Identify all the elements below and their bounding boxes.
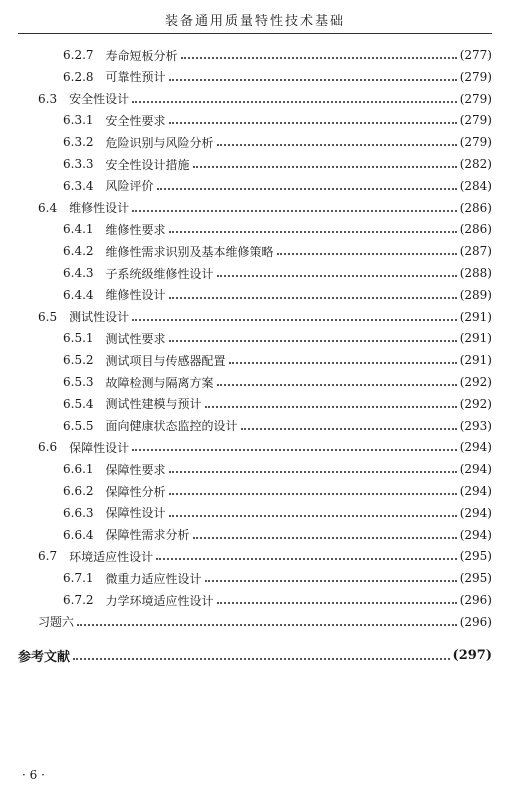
dot-leader <box>205 580 457 582</box>
toc-entry-number: 6.2.8 <box>63 69 94 84</box>
dot-leader <box>217 384 457 386</box>
toc-entry-title: 保障性分析 <box>105 484 166 499</box>
toc-entry-number: 6.3.1 <box>63 113 94 128</box>
toc-entry-number: 6.4.3 <box>63 266 94 280</box>
toc-entry-page: (277) <box>459 48 492 62</box>
toc-entry <box>0 524 510 546</box>
toc-entry-page: (286) <box>459 222 492 237</box>
toc-entry <box>0 589 510 611</box>
toc-entry <box>0 131 510 153</box>
toc-entry <box>0 109 510 131</box>
dot-leader <box>169 340 457 342</box>
toc-entry-title: 安全性要求 <box>105 113 166 128</box>
toc-entry <box>0 393 510 415</box>
toc-entry-title: 安全性设计措施 <box>105 157 190 172</box>
toc-entry <box>0 545 510 567</box>
dot-leader <box>157 188 457 190</box>
dot-leader <box>217 602 457 604</box>
toc-entry-title: 测试性设计 <box>69 310 130 325</box>
toc-entry-title: 习题六 <box>38 615 75 630</box>
dot-leader <box>169 297 457 299</box>
toc-entry <box>0 197 510 219</box>
toc-entry-title: 保障性设计 <box>69 440 130 455</box>
dot-leader <box>205 406 457 408</box>
toc-entry-title: 保障性要求 <box>105 462 166 477</box>
toc-entry-number: 6.6 <box>38 440 58 455</box>
toc-entry-title: 测试项目与传感器配置 <box>105 353 226 368</box>
toc-entry-page: (291) <box>459 353 492 368</box>
dot-leader <box>241 428 457 430</box>
toc-entry-number: 6.3 <box>38 91 58 106</box>
dot-leader <box>217 275 457 277</box>
toc-entry-page: (291) <box>459 331 492 346</box>
dot-leader <box>181 57 457 59</box>
toc-entry-number: 6.6.2 <box>63 484 94 498</box>
toc-entry-number: 6.7.2 <box>63 593 94 607</box>
toc-entry-page: (282) <box>459 157 492 171</box>
toc-entry-number: 6.4 <box>38 200 58 215</box>
toc-entry-title: 寿命短板分析 <box>105 48 178 63</box>
toc-entry <box>0 66 510 88</box>
dot-leader <box>217 144 457 146</box>
toc-entry-number: 6.5.5 <box>63 418 94 433</box>
toc-entry-page: (297) <box>452 648 492 664</box>
dot-leader <box>169 471 457 473</box>
toc-entry-number: 6.3.3 <box>63 157 94 171</box>
dot-leader <box>169 122 457 124</box>
toc-entry-page: (292) <box>459 375 492 389</box>
toc-entry <box>0 44 510 66</box>
toc-entry-number: 6.4.1 <box>63 222 94 237</box>
toc-entry-page: (295) <box>459 549 492 564</box>
toc-entry-page: (294) <box>459 440 492 455</box>
dot-leader <box>277 253 457 255</box>
toc-entry-title: 面向健康状态监控的设计 <box>105 419 238 434</box>
toc-entry <box>0 175 510 197</box>
dot-leader <box>193 537 457 539</box>
dot-leader <box>169 79 457 81</box>
toc-entry-number: 6.6.3 <box>63 505 94 520</box>
toc-entry-page: (289) <box>459 287 492 302</box>
toc-entry-title: 危险识别与风险分析 <box>105 135 214 150</box>
dot-leader <box>229 362 457 364</box>
toc-entry-number: 6.5.3 <box>63 375 94 389</box>
dot-leader <box>156 558 457 560</box>
toc-entry-number: 6.5.1 <box>63 331 94 346</box>
dot-leader <box>77 624 457 626</box>
toc-entry-title: 环境适应性设计 <box>69 549 154 564</box>
toc-entry <box>0 284 510 306</box>
toc-entry-title: 保障性设计 <box>105 506 166 521</box>
toc-entry-title: 维修性设计 <box>69 201 130 216</box>
toc-entry-page: (291) <box>459 309 492 324</box>
toc-entry-title: 故障检测与隔离方案 <box>105 375 214 390</box>
toc-entry-title: 子系统级维修性设计 <box>105 266 214 281</box>
toc-entry-page: (294) <box>459 505 492 520</box>
toc-entry <box>0 480 510 502</box>
toc-entry <box>0 88 510 110</box>
toc-entry-number: 6.7 <box>38 549 58 564</box>
dot-leader <box>132 319 457 321</box>
toc-entry-page: (294) <box>459 484 492 498</box>
running-title: 装备通用质量特性技术基础 <box>164 14 345 29</box>
toc-entry <box>0 502 510 524</box>
toc-entry-page: (279) <box>459 69 492 84</box>
toc-entry-number: 6.4.2 <box>63 244 94 259</box>
toc-entry <box>0 306 510 328</box>
toc-entry <box>0 415 510 437</box>
toc-entry-page: (286) <box>459 200 492 215</box>
toc-entry <box>0 611 510 633</box>
dot-leader <box>132 210 457 212</box>
toc-entry-number: 6.6.4 <box>63 527 94 542</box>
toc-entry-title: 可靠性预计 <box>105 70 166 85</box>
dot-leader <box>193 166 457 168</box>
toc-entry <box>0 240 510 262</box>
dot-leader <box>169 493 457 495</box>
toc-entry <box>0 218 510 240</box>
dot-leader <box>73 658 450 660</box>
page-header <box>0 0 510 34</box>
toc-entry <box>0 458 510 480</box>
toc-entry-page: (284) <box>459 178 492 193</box>
toc-entry <box>0 567 510 589</box>
toc-entry-number: 6.4.4 <box>63 287 94 302</box>
toc-entry-number: 6.2.7 <box>63 48 94 62</box>
toc-entry-title: 微重力适应性设计 <box>105 571 202 586</box>
toc-entry-title: 力学环境适应性设计 <box>105 593 214 608</box>
toc-entry-title: 参考文献 <box>18 650 71 666</box>
toc-entry-number: 6.3.4 <box>63 178 94 193</box>
toc-entry <box>0 371 510 393</box>
toc-entry-number: 6.6.1 <box>63 462 94 477</box>
toc-entry-page: (294) <box>459 527 492 542</box>
dot-leader <box>169 231 457 233</box>
toc-entry-page: (288) <box>459 266 492 280</box>
toc-entry-number: 6.5.4 <box>63 396 94 411</box>
toc-entry-page: (293) <box>459 418 492 433</box>
toc-entry <box>0 327 510 349</box>
toc-entry-page: (296) <box>459 593 492 607</box>
dot-leader <box>132 449 457 451</box>
toc-entry-number: 6.5.2 <box>63 353 94 368</box>
toc-entry-title: 安全性设计 <box>69 92 130 107</box>
toc-entry-title: 测试性要求 <box>105 331 166 346</box>
toc-entry <box>0 645 510 667</box>
toc-entry <box>0 262 510 284</box>
page-number: · 6 · <box>22 768 45 782</box>
toc-entry-title: 维修性要求 <box>105 222 166 237</box>
dot-leader <box>132 101 457 103</box>
toc-entry-number: 6.7.1 <box>63 571 94 586</box>
table-of-contents <box>0 44 510 684</box>
toc-entry-title: 维修性需求识别及基本维修策略 <box>105 244 274 259</box>
toc-entry-title: 风险评价 <box>105 179 154 194</box>
toc-entry-title: 保障性需求分析 <box>105 528 190 543</box>
toc-entry-page: (279) <box>459 91 492 106</box>
toc-entry <box>0 436 510 458</box>
toc-entry-number: 6.3.2 <box>63 135 94 150</box>
toc-entry-number: 6.5 <box>38 309 58 324</box>
toc-entry-page: (294) <box>459 462 492 477</box>
toc-entry-page: (279) <box>459 113 492 128</box>
header-rule <box>18 33 492 34</box>
dot-leader <box>169 515 457 517</box>
toc-entry <box>0 153 510 175</box>
toc-entry-page: (292) <box>459 396 492 411</box>
toc-entry-page: (287) <box>459 244 492 259</box>
toc-entry-page: (296) <box>459 614 492 629</box>
toc-entry <box>0 349 510 371</box>
toc-entry-title: 维修性设计 <box>105 288 166 303</box>
toc-entry-page: (295) <box>459 571 492 586</box>
toc-entry-title: 测试性建模与预计 <box>105 397 202 412</box>
toc-entry-page: (279) <box>459 135 492 150</box>
